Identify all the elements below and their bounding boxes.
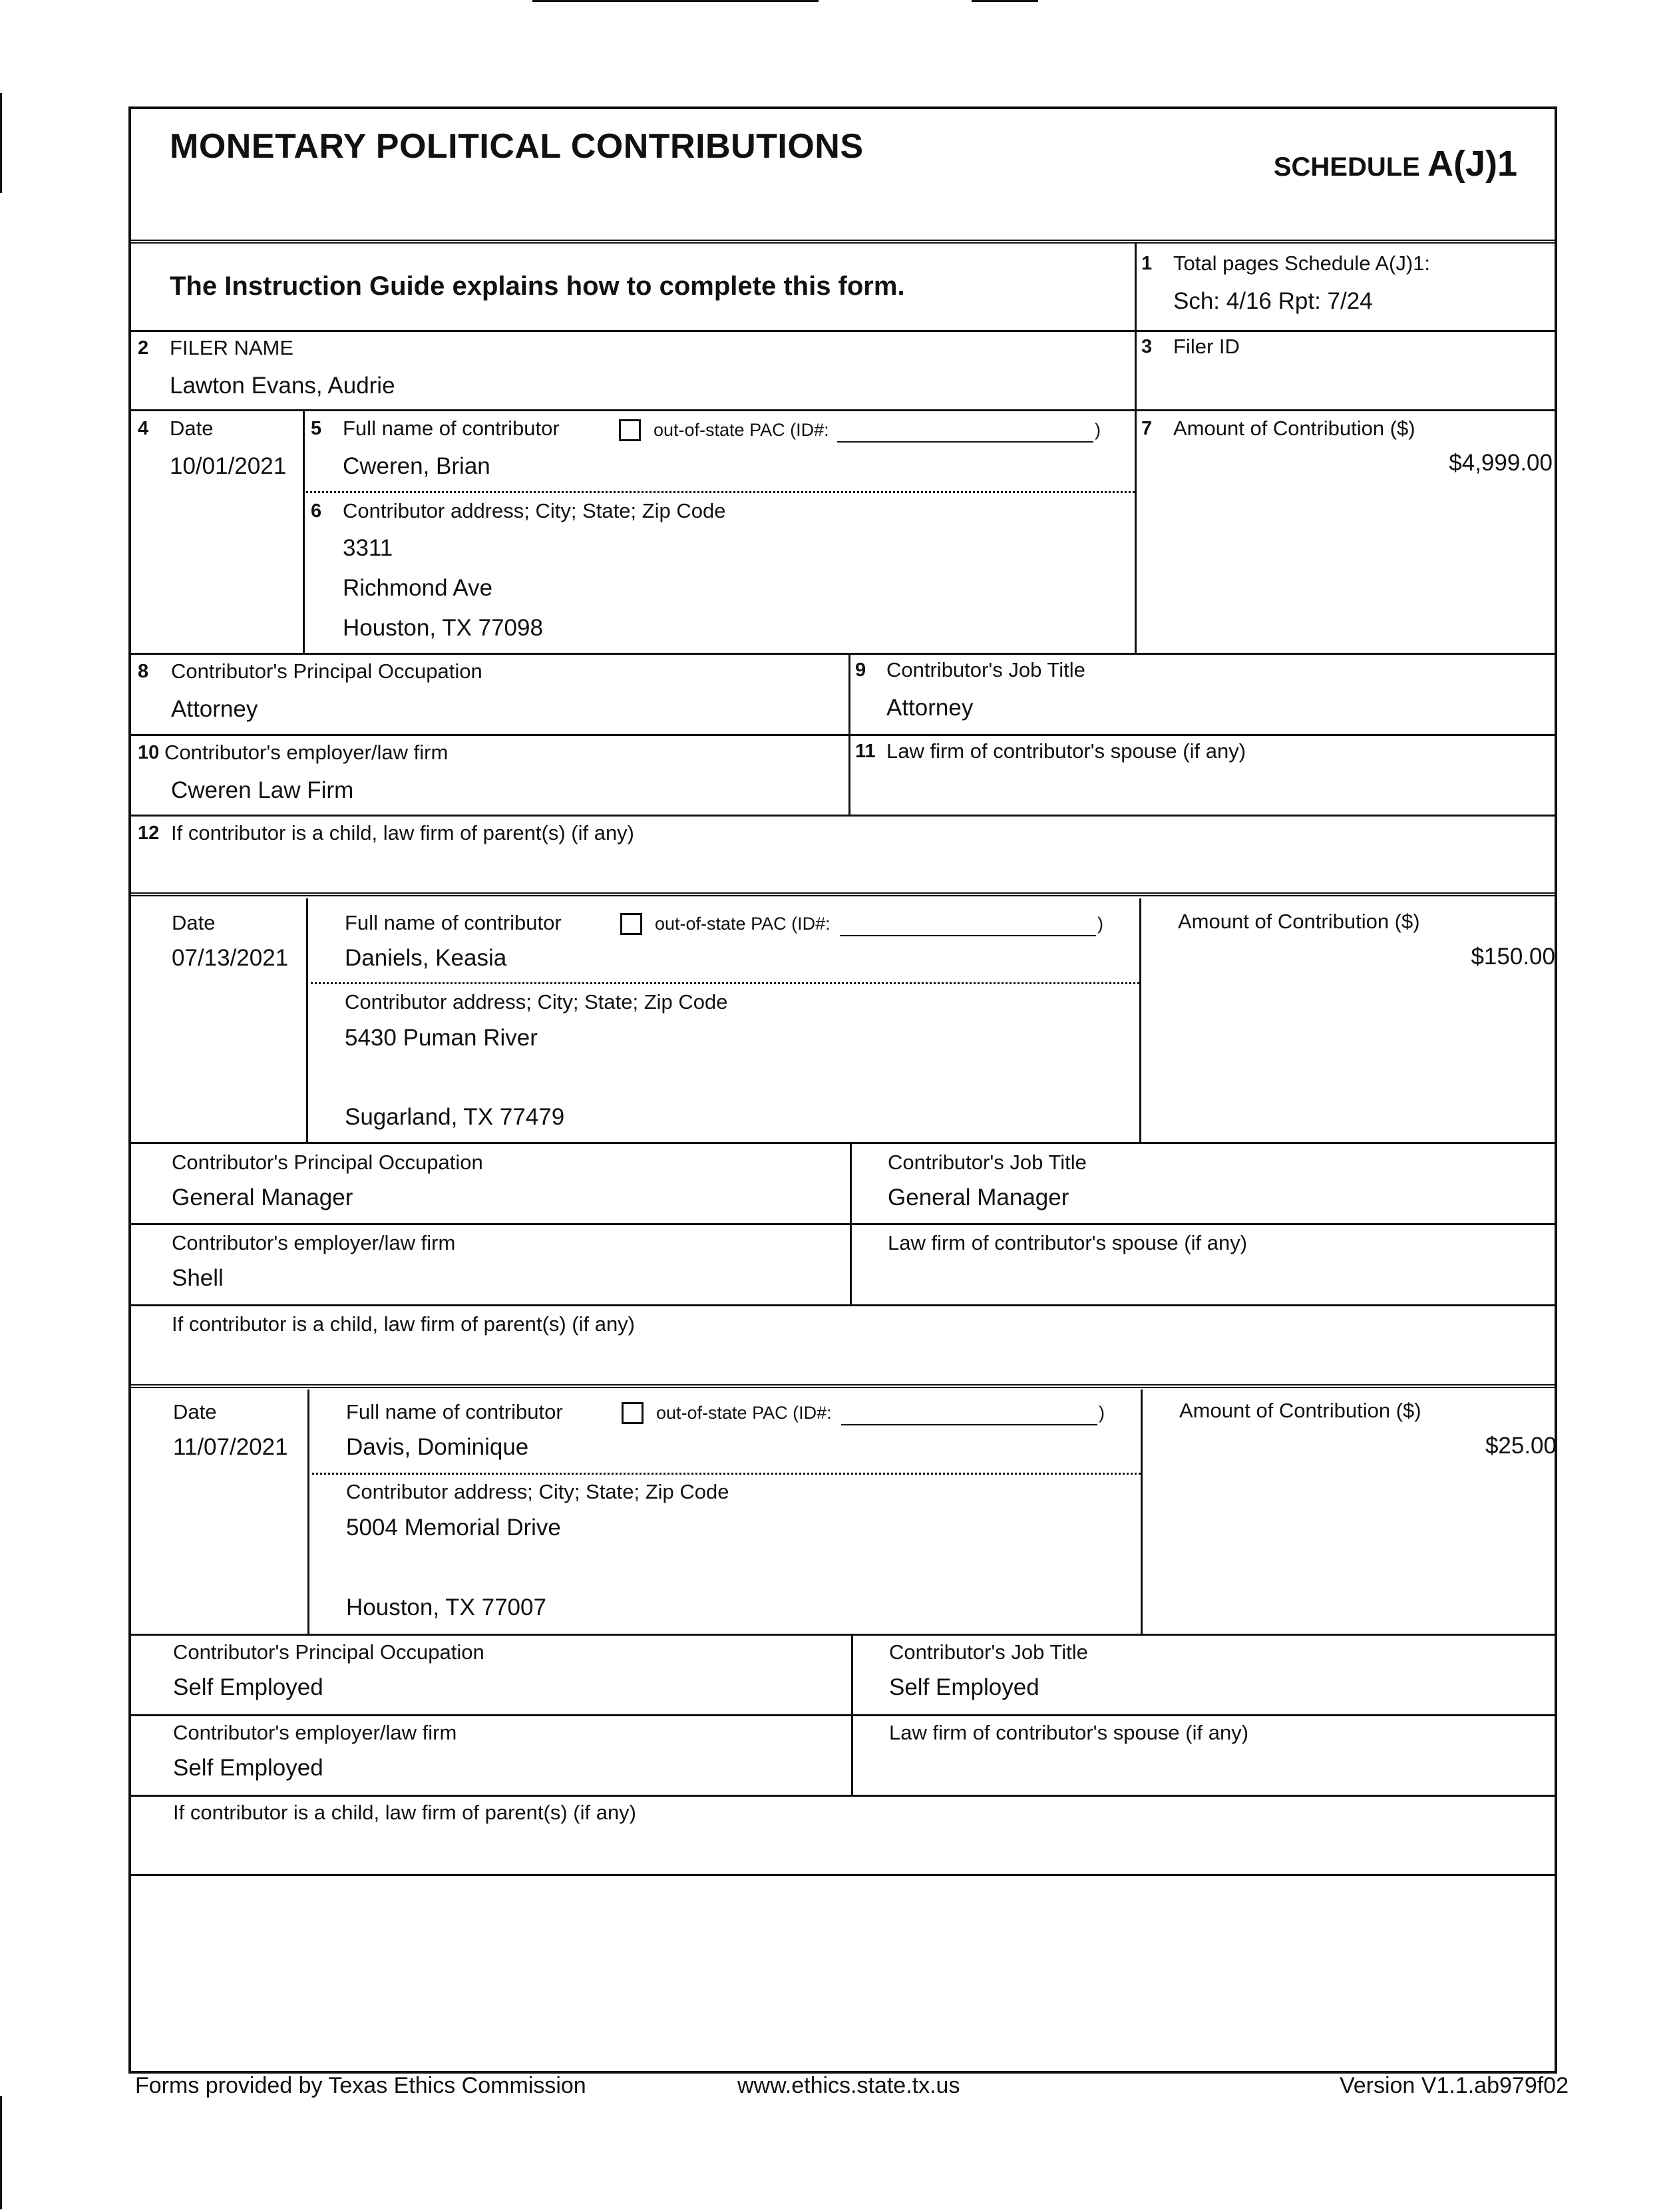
schedule-word: SCHEDULE: [1273, 152, 1420, 182]
c1-occupation-label: Contributor's Principal Occupation: [171, 659, 482, 683]
c1-occupation-value[interactable]: Attorney: [171, 696, 258, 722]
c2-row-divider-b: [128, 1223, 1557, 1225]
c3-row-divider-c: [128, 1795, 1557, 1797]
row-divider-2: [128, 409, 1557, 411]
c1-amount-value[interactable]: $4,999.00: [1449, 450, 1553, 476]
c2-end-divider: [128, 1384, 1557, 1388]
c3-date-value[interactable]: 11/07/2021: [173, 1434, 288, 1460]
c1-spouse-law-firm-label: Law firm of contributor's spouse (if any): [886, 739, 1246, 763]
c2-occupation-label: Contributor's Principal Occupation: [172, 1151, 483, 1174]
schedule-code: A(J)1: [1427, 144, 1517, 184]
c3-amount-divider: [1141, 1389, 1143, 1634]
filer-name-label: FILER NAME: [170, 336, 294, 359]
c3-address-line-1[interactable]: 5004 Memorial Drive: [346, 1515, 561, 1541]
c1-row-divider-a: [128, 653, 1557, 655]
c2-spouse-law-firm-label: Law firm of contributor's spouse (if any): [888, 1231, 1248, 1254]
c1-end-divider: [128, 892, 1557, 896]
c1-address-line-2[interactable]: Richmond Ave: [343, 575, 493, 601]
field-number-10: 10: [138, 742, 160, 763]
c2-address-line-1[interactable]: 5430 Puman River: [345, 1025, 538, 1051]
c2-amount-divider: [1139, 898, 1141, 1142]
total-pages-value: Sch: 4/16 Rpt: 7/24: [1173, 288, 1373, 314]
c1-pac-id-line[interactable]: [837, 441, 1093, 443]
c3-employer-label: Contributor's employer/law firm: [173, 1721, 457, 1744]
c3-name-value[interactable]: Davis, Dominique: [346, 1434, 529, 1460]
c2-row-divider-a: [128, 1142, 1557, 1144]
c3-pac-close: ): [1099, 1403, 1105, 1423]
field-number-3: 3: [1141, 336, 1153, 357]
c2-address-label: Contributor address; City; State; Zip Code: [345, 990, 728, 1014]
c2-row-divider-c: [128, 1304, 1557, 1306]
form-frame: [128, 106, 1557, 2074]
c1-employer-label: Contributor's employer/law firm: [164, 741, 449, 764]
c3-amount-value[interactable]: $25.00: [1485, 1433, 1557, 1459]
row-divider-1: [128, 330, 1557, 332]
c2-date-label: Date: [172, 911, 216, 934]
c3-pac-id-line[interactable]: [841, 1424, 1097, 1425]
c3-name-address-divider: [307, 1473, 1141, 1475]
schedule-id: [1274, 143, 1517, 184]
footer-url[interactable]: www.ethics.state.tx.us: [737, 2073, 960, 2098]
c3-job-title-value[interactable]: Self Employed: [889, 1674, 1039, 1700]
header-divider: [128, 240, 1557, 244]
c3-end-divider: [128, 1874, 1557, 1876]
footer-version: Version V1.1.ab979f02: [1339, 2073, 1569, 2098]
c2-job-title-label: Contributor's Job Title: [888, 1151, 1087, 1174]
c1-row-divider-c: [128, 815, 1557, 817]
c2-address-line-3[interactable]: Sugarland, TX 77479: [345, 1104, 565, 1130]
field-number-11: 11: [855, 741, 876, 762]
c2-date-divider: [306, 898, 308, 1142]
c1-job-title-label: Contributor's Job Title: [886, 658, 1085, 681]
c3-job-title-label: Contributor's Job Title: [889, 1640, 1088, 1664]
field-number-2: 2: [138, 337, 149, 359]
c1-address-line-3[interactable]: Houston, TX 77098: [343, 615, 543, 641]
left-margin-mark-bottom: [0, 2096, 2, 2209]
field-number-5: 5: [311, 418, 322, 439]
c1-pac-label: out-of-state PAC (ID#:: [653, 420, 829, 440]
c3-date-divider: [307, 1389, 309, 1634]
c1-address-line-1[interactable]: 3311: [343, 535, 393, 561]
c2-amount-value[interactable]: $150.00: [1471, 944, 1555, 970]
footer-provider: Forms provided by Texas Ethics Commission: [135, 2073, 586, 2098]
c2-name-address-divider: [306, 982, 1139, 984]
c1-address-label: Contributor address; City; State; Zip Code: [343, 499, 726, 522]
c3-employer-value[interactable]: Self Employed: [173, 1755, 323, 1781]
c3-parent-law-firm-label: If contributor is a child, law firm of parent(s) (if any): [173, 1801, 637, 1824]
c3-spouse-law-firm-label: Law firm of contributor's spouse (if any): [889, 1721, 1249, 1744]
field-number-4: 4: [138, 418, 149, 439]
c1-employer-value[interactable]: Cweren Law Firm: [171, 777, 354, 803]
c1-name-label: Full name of contributor: [343, 417, 560, 440]
c3-occupation-label: Contributor's Principal Occupation: [173, 1640, 484, 1664]
c1-amount-label: Amount of Contribution ($): [1173, 417, 1415, 440]
c2-parent-law-firm-label: If contributor is a child, law firm of parent(s) (if any): [172, 1312, 636, 1336]
c1-job-title-value[interactable]: Attorney: [886, 695, 974, 721]
c3-out-of-state-pac-checkbox[interactable]: [622, 1402, 644, 1424]
c3-name-label: Full name of contributor: [346, 1400, 563, 1423]
field-number-6: 6: [311, 500, 322, 522]
c2-name-label: Full name of contributor: [345, 911, 562, 934]
filer-id-label: Filer ID: [1173, 335, 1240, 358]
c1-name-value[interactable]: Cweren, Brian: [343, 453, 490, 479]
c3-amount-label: Amount of Contribution ($): [1179, 1399, 1421, 1422]
form-title: MONETARY POLITICAL CONTRIBUTIONS: [170, 127, 864, 166]
c2-pac-id-line[interactable]: [840, 935, 1096, 936]
c2-job-title-value[interactable]: General Manager: [888, 1185, 1069, 1210]
c3-occupation-value[interactable]: Self Employed: [173, 1674, 323, 1700]
left-margin-mark: [0, 93, 2, 193]
c2-employer-value[interactable]: Shell: [172, 1265, 224, 1291]
c1-parent-law-firm-label: If contributor is a child, law firm of parent(s) (if any): [171, 821, 635, 844]
field-number-1: 1: [1141, 253, 1153, 274]
c1-out-of-state-pac-checkbox[interactable]: [619, 419, 641, 441]
c1-pac-close: ): [1095, 420, 1101, 440]
c2-date-value[interactable]: 07/13/2021: [172, 945, 289, 971]
field-number-9: 9: [855, 659, 866, 681]
top-edge-line: [532, 0, 819, 2]
field-number-7: 7: [1141, 418, 1153, 439]
c2-pac-close: ): [1097, 914, 1103, 934]
c1-row-divider-b: [128, 734, 1557, 736]
c1-date-value[interactable]: 10/01/2021: [170, 453, 287, 479]
c3-pac-label: out-of-state PAC (ID#:: [656, 1403, 832, 1423]
c2-out-of-state-pac-checkbox[interactable]: [620, 913, 642, 935]
c2-amount-label: Amount of Contribution ($): [1178, 910, 1420, 933]
instructions-text: The Instruction Guide explains how to complete this form.: [170, 272, 905, 301]
c3-date-label: Date: [173, 1400, 217, 1423]
c2-name-value[interactable]: Daniels, Keasia: [345, 945, 507, 971]
c1-date-divider: [303, 409, 305, 653]
top-edge-line-right: [972, 0, 1038, 2]
filer-name-value[interactable]: Lawton Evans, Audrie: [170, 373, 395, 399]
field-number-8: 8: [138, 661, 149, 682]
c2-pac-label: out-of-state PAC (ID#:: [655, 914, 831, 934]
c3-address-line-3[interactable]: Houston, TX 77007: [346, 1594, 546, 1620]
c2-occupation-value[interactable]: General Manager: [172, 1185, 353, 1210]
c1-date-label: Date: [170, 417, 214, 440]
c3-row-divider-a: [128, 1634, 1557, 1636]
c3-address-label: Contributor address; City; State; Zip Code: [346, 1480, 729, 1503]
c3-row-divider-b: [128, 1714, 1557, 1716]
c1-name-address-divider: [303, 491, 1135, 493]
total-pages-label: Total pages Schedule A(J)1:: [1173, 252, 1431, 275]
field-number-12: 12: [138, 823, 160, 844]
c2-employer-label: Contributor's employer/law firm: [172, 1231, 456, 1254]
col-divider-total: [1135, 244, 1137, 653]
